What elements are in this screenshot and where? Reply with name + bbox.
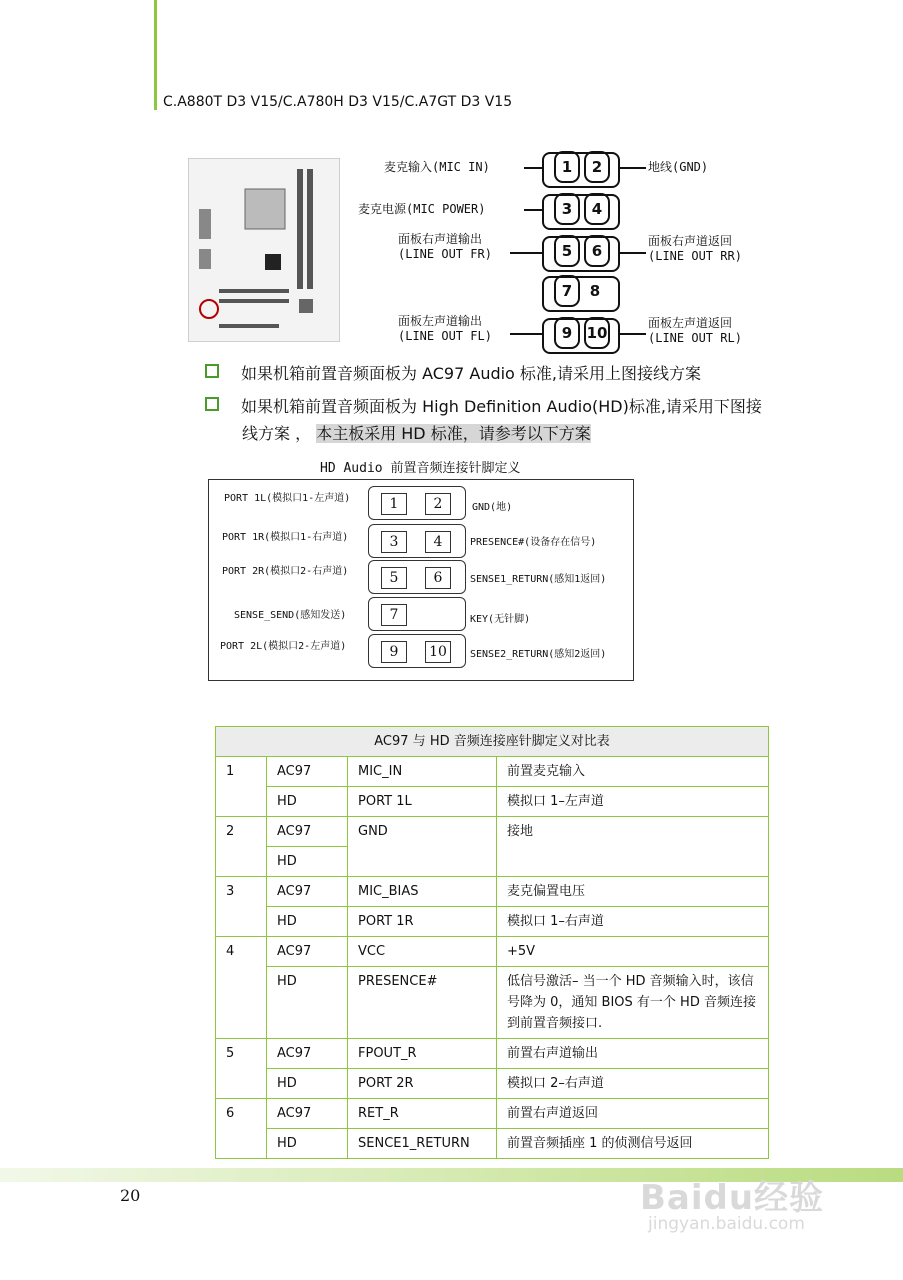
- hd-pin: 7: [381, 604, 407, 626]
- label-line-out-rr-en: (LINE OUT RR): [648, 249, 742, 263]
- hd-pin: 5: [381, 567, 407, 589]
- pin-2: 2: [584, 151, 610, 183]
- table-row: [216, 1069, 769, 1099]
- cell-desc: 麦克偏置电压: [497, 877, 769, 907]
- ac97-pin-diagram: [180, 148, 780, 358]
- cell-std: HD: [267, 1069, 348, 1099]
- bullet-text: 如果机箱前置音频面板为 High Definition Audio(HD)标准,请采用下图接: [241, 397, 762, 416]
- cell-name: MIC_IN: [348, 757, 497, 787]
- hd-pin-row: [368, 634, 466, 668]
- cell-std: HD: [267, 907, 348, 937]
- cell-desc: 前置音频插座 1 的侦测信号返回: [497, 1129, 769, 1159]
- cell-desc: 前置右声道返回: [497, 1099, 769, 1129]
- hd-left-label: PORT 1R(模拟口1-右声道): [222, 532, 349, 543]
- hd-pin: 10: [425, 641, 451, 663]
- cell-std: AC97: [267, 817, 348, 847]
- cell-desc: 模拟口 1–左声道: [497, 787, 769, 817]
- label-line-out-fr-en: (LINE OUT FR): [398, 247, 492, 261]
- cell-std: HD: [267, 967, 348, 1039]
- bullet-text: 如果机箱前置音频面板为 AC97 Audio 标准,请采用上图接线方案: [241, 364, 702, 383]
- pin-7: 7: [554, 275, 580, 307]
- arrow: [618, 333, 646, 335]
- hd-pin: 9: [381, 641, 407, 663]
- motherboard-image: [188, 158, 340, 342]
- header-accent-line: [154, 0, 157, 110]
- page-number: 20: [120, 1186, 141, 1205]
- label-mic-in: 麦克输入(MIC IN): [384, 160, 490, 174]
- bullet-hd-continuation: [242, 421, 591, 447]
- cell-name: RET_R: [348, 1099, 497, 1129]
- hd-pin: 1: [381, 493, 407, 515]
- cell-pin: 1: [216, 757, 267, 817]
- cell-pin: 5: [216, 1039, 267, 1099]
- baidu-watermark-logo: Baidu经验: [640, 1178, 825, 1218]
- hd-pin: 3: [381, 531, 407, 553]
- cell-name: PORT 1R: [348, 907, 497, 937]
- label-line-out-fl-en: (LINE OUT FL): [398, 329, 492, 343]
- cell-name: PRESENCE#: [348, 967, 497, 1039]
- label-line-out-fl-cn: 面板左声道输出: [398, 314, 483, 328]
- bullet-ac97: [205, 361, 701, 387]
- highlighted-note: 本主板采用 HD 标准，请参考以下方案: [316, 424, 591, 443]
- cell-name: VCC: [348, 937, 497, 967]
- bullet-cont-text: 线方案 ，: [242, 424, 312, 443]
- page-title: C.A880T D3 V15/C.A780H D3 V15/C.A7GT D3 V15: [163, 94, 513, 110]
- cell-desc: 前置右声道输出: [497, 1039, 769, 1069]
- hd-right-label: SENSE1_RETURN(感知1返回): [470, 574, 607, 585]
- table-row: [216, 757, 769, 787]
- table-row: [216, 787, 769, 817]
- table-row: [216, 937, 769, 967]
- pin-1: 1: [554, 151, 580, 183]
- label-line-out-rl-cn: 面板左声道返回: [648, 316, 733, 330]
- table-row: [216, 877, 769, 907]
- pin-10: 10: [584, 317, 610, 349]
- cell-name: MIC_BIAS: [348, 877, 497, 907]
- cell-pin: 3: [216, 877, 267, 937]
- hd-pin-row: [368, 486, 466, 520]
- arrow: [618, 252, 646, 254]
- arrow: [524, 209, 542, 211]
- motherboard-sketch: [189, 159, 339, 341]
- label-line-out-rl-en: (LINE OUT RL): [648, 331, 742, 345]
- pin-comparison-table: [215, 726, 769, 1159]
- table-row: [216, 1129, 769, 1159]
- pin-3: 3: [554, 193, 580, 225]
- cell-name: PORT 1L: [348, 787, 497, 817]
- hd-pin: 4: [425, 531, 451, 553]
- checkbox-bullet-icon: [205, 364, 219, 378]
- hd-pin-row: [368, 597, 466, 631]
- hd-pin-row: [368, 560, 466, 594]
- cell-name: SENCE1_RETURN: [348, 1129, 497, 1159]
- hd-right-label: KEY(无针脚): [470, 614, 531, 625]
- hd-left-label: SENSE_SEND(感知发送): [234, 610, 347, 621]
- table-row: [216, 1039, 769, 1069]
- hd-right-label: PRESENCE#(设备存在信号): [470, 537, 597, 548]
- watermark-url: jingyan.baidu.com: [648, 1214, 805, 1234]
- pin-5: 5: [554, 235, 580, 267]
- table-row: [216, 967, 769, 1039]
- cell-name: GND: [348, 817, 497, 877]
- cell-std: HD: [267, 847, 348, 877]
- cell-desc: 模拟口 1–右声道: [497, 907, 769, 937]
- hd-left-label: PORT 1L(模拟口1-左声道): [224, 493, 351, 504]
- cell-pin: 4: [216, 937, 267, 1039]
- hd-pin-row: [368, 524, 466, 558]
- cell-std: HD: [267, 787, 348, 817]
- table-row: [216, 817, 769, 847]
- cell-desc: +5V: [497, 937, 769, 967]
- pin-9: 9: [554, 317, 580, 349]
- cell-std: AC97: [267, 1039, 348, 1069]
- hd-diagram-title: HD Audio 前置音频连接针脚定义: [320, 461, 521, 476]
- table-row: [216, 1099, 769, 1129]
- cell-desc: 接地: [497, 817, 769, 877]
- arrow: [618, 167, 646, 169]
- label-line-out-fr-cn: 面板右声道输出: [398, 232, 483, 246]
- bullet-hd: [205, 394, 762, 420]
- table-title: AC97 与 HD 音频连接座针脚定义对比表: [216, 727, 769, 757]
- label-gnd: 地线(GND): [648, 160, 709, 174]
- arrow: [510, 252, 542, 254]
- label-mic-power: 麦克电源(MIC POWER): [358, 202, 486, 216]
- cell-std: AC97: [267, 877, 348, 907]
- cell-desc: 模拟口 2–右声道: [497, 1069, 769, 1099]
- cell-pin: 6: [216, 1099, 267, 1159]
- hd-left-label: PORT 2R(模拟口2-右声道): [222, 566, 349, 577]
- hd-pin: 6: [425, 567, 451, 589]
- checkbox-bullet-icon: [205, 397, 219, 411]
- pin-4: 4: [584, 193, 610, 225]
- pin-6: 6: [584, 235, 610, 267]
- pin-8: 8: [589, 282, 601, 300]
- cell-desc: 低信号激活– 当一个 HD 音频输入时，该信号降为 0，通知 BIOS 有一个 HD 音频连接到前置音频接口.: [497, 967, 769, 1039]
- arrow: [524, 167, 542, 169]
- table-row: [216, 907, 769, 937]
- cell-desc: 前置麦克输入: [497, 757, 769, 787]
- cell-std: AC97: [267, 1099, 348, 1129]
- cell-name: FPOUT_R: [348, 1039, 497, 1069]
- hd-pin: 2: [425, 493, 451, 515]
- hd-right-label: SENSE2_RETURN(感知2返回): [470, 649, 607, 660]
- cell-std: AC97: [267, 757, 348, 787]
- hd-left-label: PORT 2L(模拟口2-左声道): [220, 641, 347, 652]
- hd-right-label: GND(地): [472, 502, 513, 513]
- cell-std: AC97: [267, 937, 348, 967]
- cell-std: HD: [267, 1129, 348, 1159]
- label-line-out-rr-cn: 面板右声道返回: [648, 234, 733, 248]
- cell-name: PORT 2R: [348, 1069, 497, 1099]
- arrow: [510, 333, 542, 335]
- cell-pin: 2: [216, 817, 267, 877]
